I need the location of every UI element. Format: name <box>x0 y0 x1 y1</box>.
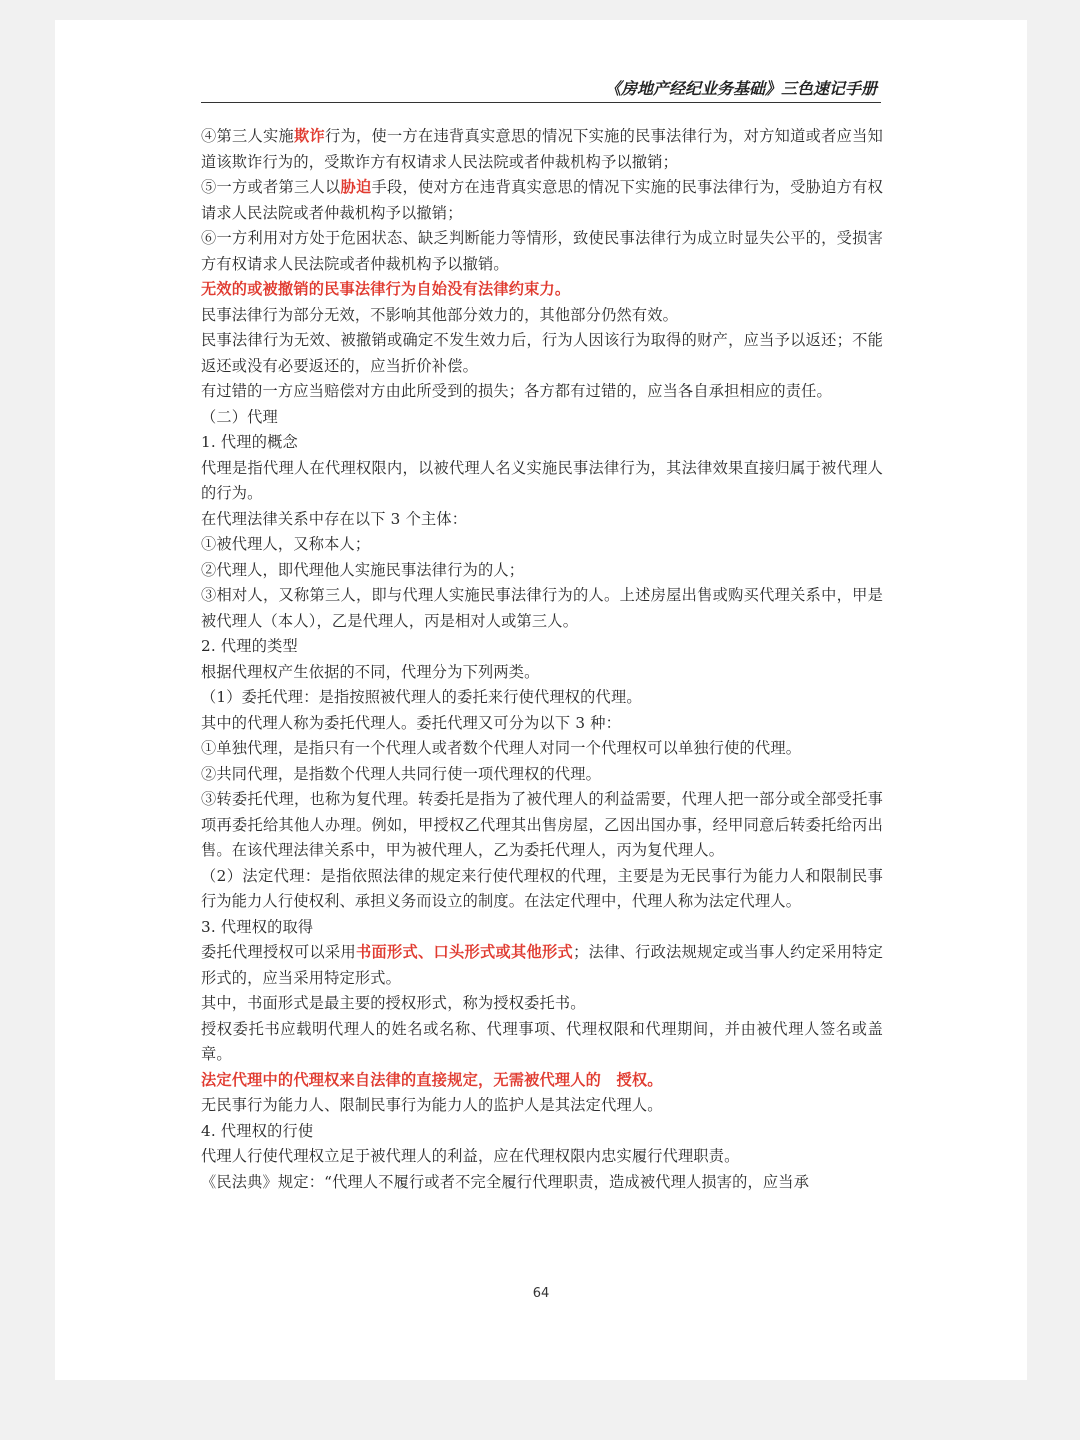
text-segment: 行为，使一方在违背真实意思的情况下实施的民事法律行为，对方知道或者应当知道该欺诈行为的，受欺诈方有权请求人民法院或者仲裁机构予以撤销； <box>201 127 884 171</box>
text-segment: ②代理人，即代理他人实施民事法律行为的人； <box>201 560 525 579</box>
text-segment: 在代理法律关系中存在以下 3 个主体： <box>201 509 468 528</box>
text-segment: ③转委托代理，也称为复代理。转委托是指为了被代理人的利益需要，代理人把一部分或全部受托事项再委托给其他人办理。例如，甲授权乙代理其出售房屋，乙因出国办事，经甲同意后转委托给丙出售。在该代理法律关系中，甲为被代理人，乙为委托代理人，丙为复代理人。 <box>201 790 883 859</box>
header-rule <box>201 102 881 103</box>
paragraph <box>201 507 883 533</box>
paragraph <box>201 685 883 711</box>
text-segment: ；法律、行政法规规定或当事人约定采用特定形式的，应当采用特定形式。 <box>201 943 884 987</box>
paragraph <box>201 405 883 431</box>
text-segment: ①被代理人，又称本人； <box>201 535 371 553</box>
text-segment: 根据代理权产生依据的不同，代理分为下列两类。 <box>201 662 540 681</box>
paragraph <box>201 456 883 507</box>
text-segment: （二）代理 <box>201 407 278 426</box>
text-segment: 其中，书面形式是最主要的授权形式，称为授权委托书。 <box>201 994 586 1012</box>
paragraph <box>201 1144 883 1170</box>
text-segment: （1）委托代理：是指按照被代理人的委托来行使代理权的代理。 <box>201 688 642 706</box>
text-segment: 民事法律行为部分无效，不影响其他部分效力的，其他部分仍然有效。 <box>201 305 679 324</box>
document-page <box>55 20 1027 1380</box>
paragraph <box>201 711 883 737</box>
paragraph <box>201 762 883 788</box>
body-text <box>201 124 883 1195</box>
text-segment: ④第三人实施 <box>201 127 295 145</box>
paragraph <box>201 226 883 277</box>
text-segment: ①单独代理，是指只有一个代理人或者数个代理人对同一个代理权可以单独行使的代理。 <box>201 739 802 757</box>
text-segment: （2）法定代理：是指依照法律的规定来行使代理权的代理，主要是为无民事行为能力人和限制民事行为能力人行使权利、承担义务而设立的制度。在法定代理中，代理人称为法定代理人。 <box>201 866 883 910</box>
text-segment: 代理是指代理人在代理权限内，以被代理人名义实施民事法律行为，其法律效果直接归属于被代理人的行为。 <box>201 458 883 502</box>
paragraph <box>201 379 883 405</box>
page-number: 64 <box>532 1286 550 1301</box>
text-segment: ②共同代理，是指数个代理人共同行使一项代理权的代理。 <box>201 764 602 783</box>
paragraph <box>201 583 883 634</box>
paragraph <box>201 124 883 175</box>
text-segment: 1. 代理的概念 <box>201 433 298 451</box>
text-segment: 4. 代理权的行使 <box>201 1121 314 1140</box>
highlighted-text: 欺诈 <box>294 127 326 145</box>
paragraph <box>201 328 883 379</box>
highlighted-text: 无效的或被撤销的民事法律行为自始没有法律约束力。 <box>201 280 571 298</box>
paragraph <box>201 303 883 329</box>
text-segment: 代理人行使代理权立足于被代理人的利益，应在代理权限内忠实履行代理职责。 <box>201 1147 740 1165</box>
paragraph <box>201 1170 883 1196</box>
text-segment: 有过错的一方应当赔偿对方由此所受到的损失；各方都有过错的，应当各自承担相应的责任。 <box>201 382 832 400</box>
text-segment: ③相对人，又称第三人，即与代理人实施民事法律行为的人。上述房屋出售或购买代理关系中，甲是被代理人（本人），乙是代理人，丙是相对人或第三人。 <box>201 586 883 630</box>
paragraph <box>201 277 883 303</box>
highlighted-text: 胁迫 <box>340 178 372 196</box>
text-segment: ⑥一方利用对方处于危困状态、缺乏判断能力等情形，致使民事法律行为成立时显失公平的，受损害方有权请求人民法院或者仲裁机构予以撤销。 <box>201 229 883 273</box>
highlighted-text: 书面形式、口头形式或其他形式 <box>356 943 574 961</box>
paragraph <box>201 1119 883 1145</box>
paragraph <box>201 532 883 558</box>
paragraph <box>201 1093 883 1119</box>
paragraph <box>201 864 883 915</box>
paragraph <box>201 940 883 991</box>
text-segment: 民事法律行为无效、被撤销或确定不发生效力后，行为人因该行为取得的财产，应当予以返还；不能返还或没有必要返还的，应当折价补偿。 <box>201 331 883 375</box>
text-segment: 授权委托书应载明代理人的姓名或名称、代理事项、代理权限和代理期间，并由被代理人签名或盖章。 <box>201 1019 883 1063</box>
paragraph <box>201 634 883 660</box>
paragraph <box>201 787 883 864</box>
paragraph <box>201 736 883 762</box>
text-segment: 3. 代理权的取得 <box>201 917 314 936</box>
paragraph <box>201 430 883 456</box>
text-segment: ⑤一方或者第三人以 <box>201 178 341 196</box>
text-segment: 《民法典》规定：“代理人不履行或者不完全履行代理职责，造成被代理人损害的，应当承 <box>201 1172 810 1191</box>
highlighted-text: 法定代理中的代理权来自法律的直接规定，无需被代理人的 授权。 <box>201 1070 663 1089</box>
paragraph <box>201 175 883 226</box>
paragraph <box>201 915 883 941</box>
paragraph <box>201 558 883 584</box>
paragraph <box>201 1068 883 1094</box>
text-segment: 无民事行为能力人、限制民事行为能力人的监护人是其法定代理人。 <box>201 1096 663 1114</box>
running-header: 《房地产经纪业务基础》三色速记手册 <box>604 79 877 98</box>
text-segment: 其中的代理人称为委托代理人。委托代理又可分为以下 3 种： <box>201 713 621 732</box>
text-segment: 手段，使对方在违背真实意思的情况下实施的民事法律行为，受胁迫方有权请求人民法院或者仲裁机构予以撤销； <box>201 178 883 222</box>
paragraph <box>201 660 883 686</box>
text-segment: 2. 代理的类型 <box>201 637 298 655</box>
paragraph <box>201 1017 883 1068</box>
paragraph <box>201 991 883 1017</box>
text-segment: 委托代理授权可以采用 <box>201 943 357 961</box>
